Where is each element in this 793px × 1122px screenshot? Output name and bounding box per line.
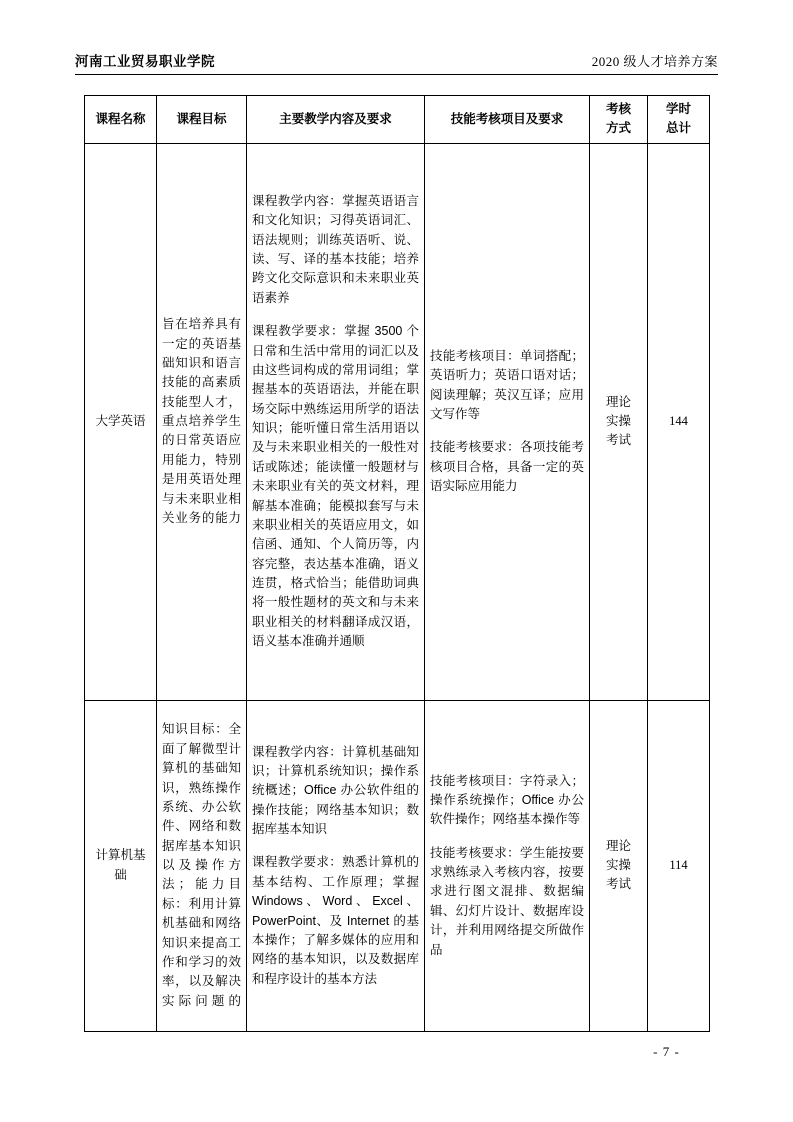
- column-header-total-hours-line1: 学时: [665, 102, 691, 116]
- assessment-mode-line3: 考试: [605, 877, 631, 892]
- total-hours: 144: [648, 143, 710, 700]
- assessment-mode-line2: 实操: [605, 858, 631, 873]
- header-institution: 河南工业贸易职业学院: [75, 54, 215, 69]
- teaching-content: [247, 700, 425, 1031]
- assessment-mode-line2: 实操: [605, 414, 631, 429]
- column-header-course-name: 课程名称: [85, 96, 157, 144]
- total-hours: 114: [648, 700, 710, 1031]
- teaching-content: [247, 143, 425, 700]
- course-name: 大学英语: [85, 143, 157, 700]
- column-header-total-hours: [648, 96, 710, 144]
- header-divider: [75, 74, 718, 75]
- skill-assessment-items: 技能考核项目：单词搭配；英语听力；英语口语对话；阅读理解；英汉互译；应用文写作等: [430, 348, 584, 422]
- page-header: [75, 50, 718, 70]
- teaching-requirement-paragraph: 课程教学要求：掌握 3500 个日常和生活中常用的词汇以及由这些词构成的常用词组；掌握基本的英语语法，并能在职场交际中熟练运用所学的语法知识；能听懂日常生活用语以及与未来职业相关的一般性对话或陈述；能读懂一般题材与未来职业有关的英文材料，理解基本准确；能模拟套写与未来职业相关的英语应用文，如信函、通知、个人简历等，内容完整，表达基本准确，语义连贯，格式恰当；能借助词典将一般性题材的英文和与未来职业相关的材料翻译成汉语，语义基本准确并通顺: [252, 324, 419, 649]
- column-header-total-hours-line2: 总计: [665, 121, 691, 136]
- course-name: 计算机基础: [85, 700, 157, 1031]
- assessment-mode-line3: 考试: [605, 433, 631, 448]
- table-row: [85, 700, 710, 1031]
- teaching-requirement-paragraph: 课程教学要求：熟悉计算机的基本结构、工作原理；掌握 Windows、Word、Excel、PowerPoint、及 Internet 的基本操作；了解多媒体的应用和网络的基本知识，以及数据库和程序设计的基本方法: [252, 855, 419, 986]
- assessment-mode-line1: 理论: [605, 394, 631, 409]
- course-goal: 旨在培养具有一定的英语基础知识和语言技能的高素质技能型人才，重点培养学生的日常英语应用能力，特别是用英语处理与未来职业相关业务的能力: [157, 143, 247, 700]
- course-table: [84, 95, 710, 1032]
- skill-assessment-items: 技能考核项目：字符录入；操作系统操作；Office 办公软件操作；网络基本操作等: [430, 773, 584, 827]
- assessment-mode-line1: 理论: [605, 838, 631, 853]
- skill-assessment-requirement: 技能考核要求：学生能按要求熟练录入考核内容，按要求进行图文混排、数据编辑、幻灯片设计、数据库设计，并利用网络提交所做作品: [430, 845, 584, 957]
- column-header-assessment-mode: [590, 96, 648, 144]
- course-goal: 知识目标：全面了解微型计算机的基础知识，熟练操作系统、办公软件、网络和数据库基本知识以及操作方法；能力目标：利用计算机基础和网络知识来提高工作和学习的效率，以及解决实际问题的: [157, 700, 247, 1031]
- column-header-assessment-mode-line1: 考核: [605, 102, 631, 116]
- column-header-skill-assessment: 技能考核项目及要求: [425, 96, 590, 144]
- table-row: [85, 143, 710, 700]
- header-doc-title: 2020 级人才培养方案: [591, 54, 718, 69]
- skill-assessment: [425, 700, 590, 1031]
- column-header-assessment-mode-line2: 方式: [605, 121, 631, 136]
- page-footer: [0, 1044, 793, 1060]
- course-table-wrapper: [84, 95, 709, 1032]
- column-header-teaching-content: 主要教学内容及要求: [247, 96, 425, 144]
- skill-assessment-requirement: 技能考核要求：各项技能考核项目合格，具备一定的英语实际应用能力: [430, 440, 584, 494]
- assessment-mode: [590, 143, 648, 700]
- teaching-content-paragraph: 课程教学内容：计算机基础知识；计算机系统知识；操作系统概述；Office 办公软件组的操作技能；网络基本知识；数据库基本知识: [252, 744, 419, 836]
- table-header-row: [85, 96, 710, 144]
- assessment-mode: [590, 700, 648, 1031]
- column-header-course-goal: 课程目标: [157, 96, 247, 144]
- skill-assessment: [425, 143, 590, 700]
- page-number: - 7 -: [653, 1044, 680, 1059]
- teaching-content-paragraph: 课程教学内容：掌握英语语言和文化知识；习得英语词汇、语法规则；训练英语听、说、读、写、译的基本技能；培养跨文化交际意识和未来职业英语素养: [252, 193, 419, 305]
